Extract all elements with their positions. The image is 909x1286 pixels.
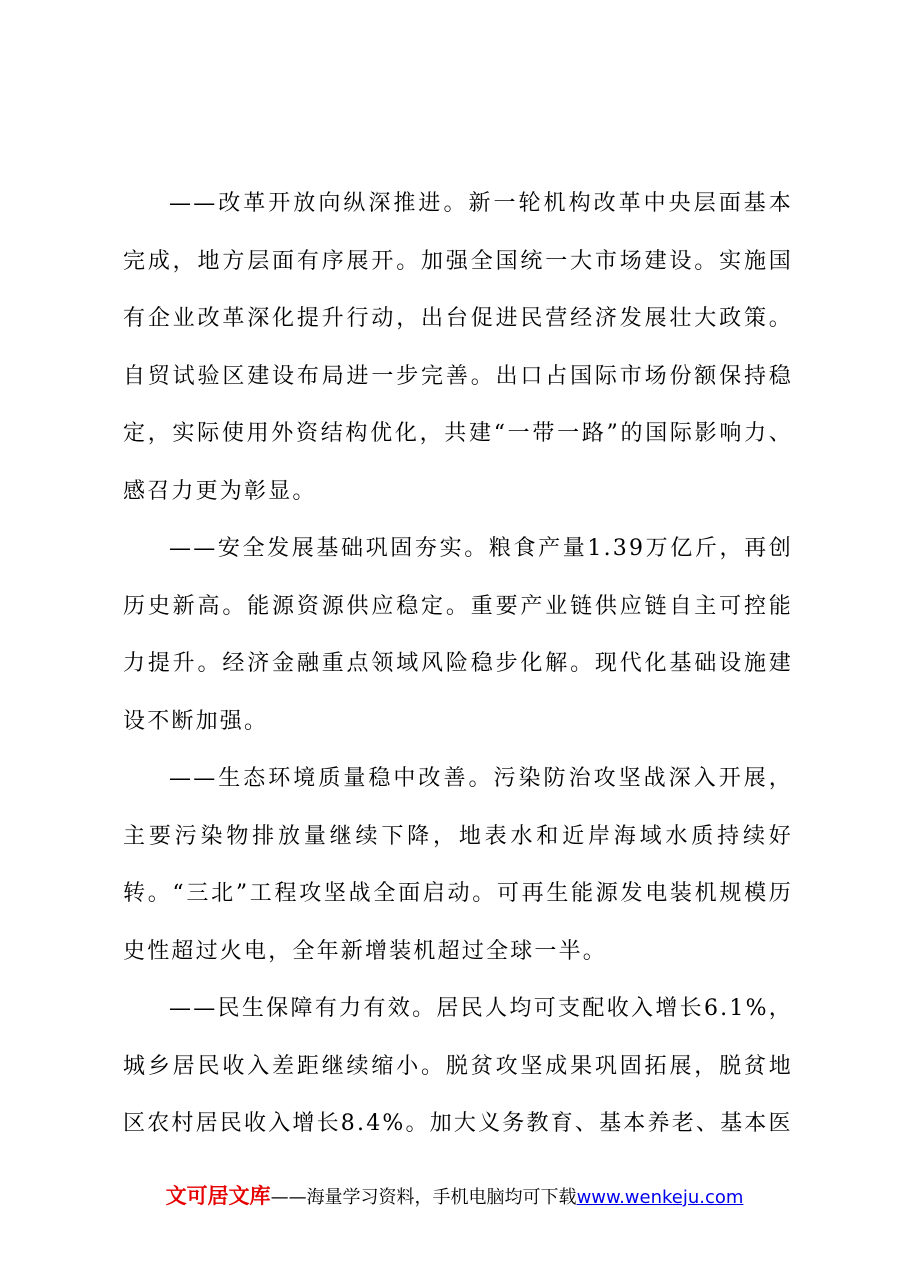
paragraph-reform-opening: ——改革开放向纵深推进。新一轮机构改革中央层面基本完成，地方层面有序展开。加强全国统一大市场建设。实施国有企业改革深化提升行动，出台促进民营经济发展壮大政策。自贸试验区建设布局进一步完善。出口占国际市场份额保持稳定，实际使用外资结构优化，共建“一带一路”的国际影响力、感召力更为彰显。 bbox=[123, 191, 793, 504]
footer-tagline: ——海量学习资料，手机电脑均可下载 bbox=[270, 1187, 577, 1208]
paragraph-ecological-environment: ——生态环境质量稳中改善。污染防治攻坚战深入开展，主要污染物排放量继续下降，地表水和近岸海域水质持续好转。“三北”工程攻坚战全面启动。可再生能源发电装机规模历史性超过火电，全年新增装机超过全球一半。 bbox=[123, 766, 793, 964]
paragraph-security-development: ——安全发展基础巩固夯实。粮食产量1.39万亿斤，再创历史新高。能源资源供应稳定。重要产业链供应链自主可控能力提升。经济金融重点领域风险稳步化解。现代化基础设施建设不断加强。 bbox=[123, 536, 793, 734]
document-body bbox=[123, 175, 793, 1153]
footer-website-link[interactable]: www.wenkeju.com bbox=[576, 1187, 744, 1208]
footer-brand: 文可居文库 bbox=[165, 1184, 271, 1208]
paragraph-livelihood: ——民生保障有力有效。居民人均可支配收入增长6.1%，城乡居民收入差距继续缩小。脱贫攻坚成果巩固拓展，脱贫地区农村居民收入增长8.4%。加大义务教育、基本养老、基本医 bbox=[123, 996, 793, 1136]
footer-banner bbox=[0, 1180, 909, 1214]
